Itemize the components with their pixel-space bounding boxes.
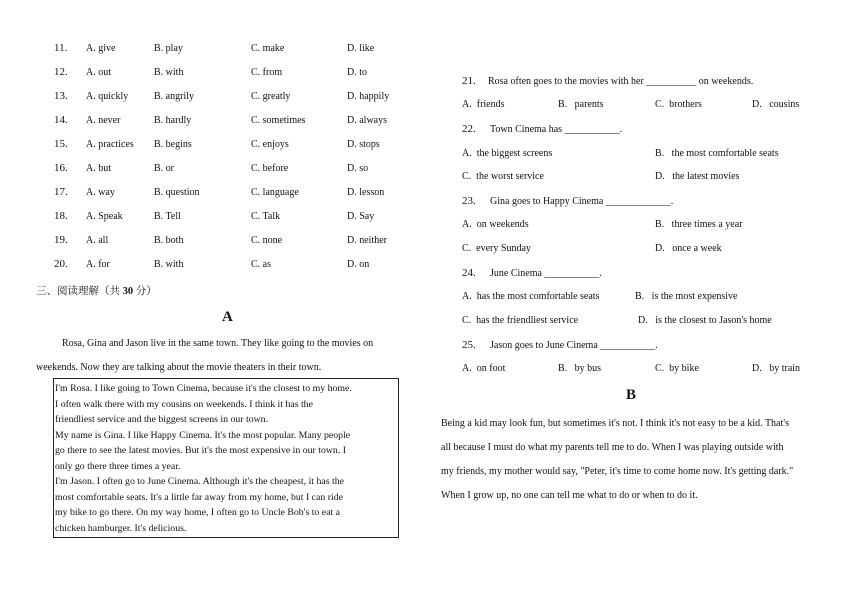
box-line: only go there three times a year.	[55, 460, 181, 472]
cloze-option-b[interactable]: B. question	[154, 187, 200, 198]
cloze-option-c[interactable]: C. language	[251, 187, 299, 198]
question-24-option-d[interactable]: D. is the closest to Jason's home	[638, 315, 772, 326]
question-25-stem: Jason goes to June Cinema ___________.	[490, 340, 658, 351]
question-25-option-a[interactable]: A. on foot	[462, 363, 506, 374]
question-22-option-b[interactable]: B. the most comfortable seats	[655, 148, 779, 159]
passage-a-intro-line1: Rosa, Gina and Jason live in the same town. They like going to the movies on	[62, 338, 374, 349]
box-line: I'm Jason. I often go to June Cinema. Although it's the cheapest, it has the	[55, 476, 344, 487]
question-23-number: 23.	[462, 195, 476, 207]
cloze-question-number: 15.	[54, 138, 68, 150]
cloze-option-b[interactable]: B. with	[154, 259, 184, 270]
cloze-question-number: 17.	[54, 186, 68, 198]
cloze-option-b[interactable]: B. begins	[154, 139, 192, 150]
cloze-option-d[interactable]: D. to	[347, 67, 367, 78]
cloze-option-b[interactable]: B. angrily	[154, 91, 194, 102]
cloze-option-a[interactable]: A. quickly	[86, 91, 129, 102]
passage-b-line: my friends, my mother would say, "Peter, it's time to come home now. It's getting dark."	[441, 466, 794, 477]
cloze-option-c[interactable]: C. make	[251, 43, 285, 54]
cloze-option-c[interactable]: C. greatly	[251, 91, 291, 102]
passage-b-line: all because I must do what my parents tell me to do. When I was playing outside with	[441, 442, 784, 453]
passage-b-body	[441, 412, 821, 508]
cloze-option-a[interactable]: A. for	[86, 259, 110, 270]
cloze-option-c[interactable]: C. sometimes	[251, 115, 306, 126]
box-line: most comfortable seats. It's a little far away from my home, but I can ride	[55, 491, 343, 503]
question-23-option-d[interactable]: D. once a week	[655, 243, 722, 254]
question-22-option-c[interactable]: C. the worst service	[462, 171, 544, 182]
cloze-option-a[interactable]: A. way	[86, 187, 115, 198]
cloze-option-a[interactable]: A. never	[86, 115, 121, 126]
cloze-option-b[interactable]: B. both	[154, 235, 184, 246]
box-line: my bike to go there. On my way home, I often go to Uncle Bob's to eat a	[55, 507, 340, 518]
passage-a-heading: A	[222, 309, 233, 325]
question-24-option-b[interactable]: B. is the most expensive	[635, 291, 738, 302]
cloze-option-d[interactable]: D. Say	[347, 211, 375, 222]
cloze-question-number: 16.	[54, 162, 68, 174]
question-21-option-d[interactable]: D. cousins	[752, 99, 800, 110]
cloze-option-c[interactable]: C. before	[251, 163, 289, 174]
cloze-option-d[interactable]: D. like	[347, 43, 375, 54]
question-22-number: 22.	[462, 123, 476, 135]
question-23-option-c[interactable]: C. every Sunday	[462, 243, 531, 254]
question-22-stem: Town Cinema has ___________.	[490, 124, 623, 135]
cloze-option-c[interactable]: C. from	[251, 67, 283, 78]
passage-a-intro-line2: weekends. Now they are talking about the movie theaters in their town.	[36, 362, 322, 373]
cloze-option-b[interactable]: B. play	[154, 43, 183, 54]
question-21-option-c[interactable]: C. brothers	[655, 99, 702, 110]
passage-b-line: Being a kid may look fun, but sometimes it's not. I think it's not easy to be a kid. That's	[441, 418, 789, 429]
passage-b-heading: B	[626, 387, 637, 403]
cloze-option-c[interactable]: C. as	[251, 259, 271, 270]
cloze-option-a[interactable]: A. give	[86, 43, 116, 54]
cloze-option-c[interactable]: C. none	[251, 235, 283, 246]
cloze-question-number: 13.	[54, 90, 68, 102]
cloze-option-a[interactable]: A. Speak	[86, 211, 123, 222]
cloze-question-number: 20.	[54, 258, 68, 270]
box-line: My name is Gina. I like Happy Cinema. It's the most popular. Many people	[55, 429, 351, 441]
cloze-option-d[interactable]: D. stops	[347, 139, 380, 150]
question-21-stem: Rosa often goes to the movies with her __________ on weekends.	[488, 76, 754, 87]
passage-a-dialogue-box	[53, 378, 399, 538]
cloze-question-number: 18.	[54, 210, 68, 222]
question-22-option-a[interactable]: A. the biggest screens	[462, 148, 553, 159]
box-line: I often walk there with my cousins on weekends. I think it has the	[55, 398, 313, 410]
passage-b-line: When I grow up, no one can tell me what to do or when to do it.	[441, 490, 698, 501]
question-23-option-b[interactable]: B. three times a year	[655, 219, 743, 230]
cloze-question-number: 19.	[54, 234, 68, 246]
cloze-option-d[interactable]: D. neither	[347, 235, 387, 246]
question-25-option-b[interactable]: B. by bus	[558, 363, 602, 374]
question-21-option-b[interactable]: B. parents	[558, 99, 604, 110]
question-23-option-a[interactable]: A. on weekends	[462, 219, 529, 230]
question-24-option-c[interactable]: C. has the friendliest service	[462, 315, 579, 326]
cloze-option-b[interactable]: B. with	[154, 67, 184, 78]
cloze-option-a[interactable]: A. all	[86, 235, 109, 246]
question-25-number: 25.	[462, 339, 476, 351]
cloze-option-d[interactable]: D. so	[347, 163, 369, 174]
cloze-question-number: 14.	[54, 114, 68, 126]
question-21-option-a[interactable]: A. friends	[462, 99, 505, 110]
cloze-question-number: 11.	[54, 42, 68, 54]
question-23-stem: Gina goes to Happy Cinema _____________.	[490, 196, 674, 207]
cloze-option-d[interactable]: D. always	[347, 115, 387, 126]
question-24-stem: June Cinema ___________.	[490, 268, 602, 279]
section-three-title: 三、阅读理解（共 30 分）	[36, 286, 157, 297]
cloze-option-d[interactable]: D. on	[347, 259, 370, 270]
question-24-number: 24.	[462, 267, 476, 279]
question-21-number: 21.	[462, 75, 476, 87]
box-line: friendliest service and the biggest screens in our town.	[55, 414, 269, 425]
box-line: I'm Rosa. I like going to Town Cinema, because it's the closest to my home.	[55, 383, 352, 394]
cloze-option-b[interactable]: B. hardly	[154, 115, 192, 126]
question-22-option-d[interactable]: D. the latest movies	[655, 171, 740, 182]
cloze-option-b[interactable]: B. Tell	[154, 211, 181, 222]
cloze-option-b[interactable]: B. or	[154, 163, 174, 174]
cloze-option-c[interactable]: C. enjoys	[251, 139, 289, 150]
cloze-option-c[interactable]: C. Talk	[251, 211, 281, 222]
question-24-option-a[interactable]: A. has the most comfortable seats	[462, 291, 600, 302]
cloze-question-number: 12.	[54, 66, 68, 78]
question-25-option-c[interactable]: C. by bike	[655, 363, 699, 374]
cloze-option-d[interactable]: D. lesson	[347, 187, 385, 198]
cloze-option-a[interactable]: A. but	[86, 163, 111, 174]
cloze-option-d[interactable]: D. happily	[347, 91, 390, 102]
cloze-option-a[interactable]: A. practices	[86, 139, 134, 150]
cloze-option-a[interactable]: A. out	[86, 67, 111, 78]
question-25-option-d[interactable]: D. by train	[752, 363, 801, 374]
box-line: chicken hamburger. It's delicious.	[55, 522, 187, 534]
box-line: go there to see the latest movies. But it's the most expensive in our town. I	[55, 445, 346, 456]
